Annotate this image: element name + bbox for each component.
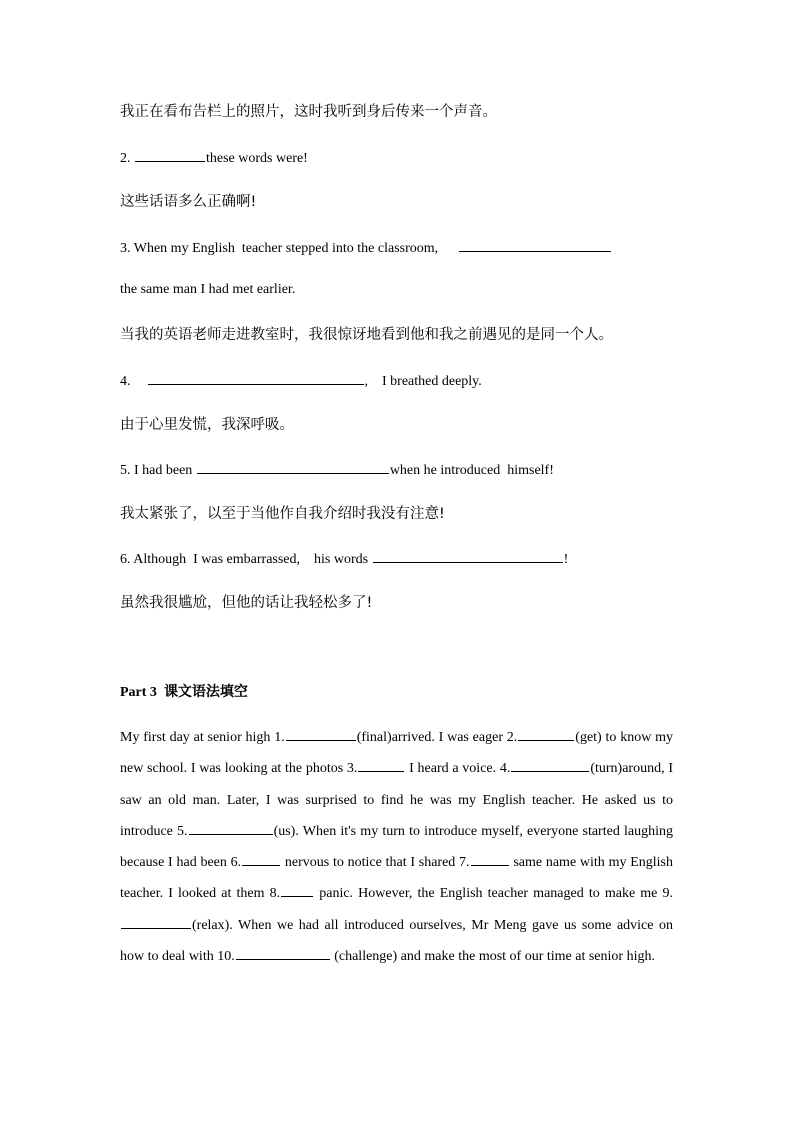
- question-2: 2. these words were!: [120, 148, 308, 167]
- answer-blank-2[interactable]: [135, 148, 205, 162]
- cloze-blank-3[interactable]: [358, 758, 404, 772]
- grammar-cloze-paragraph: My first day at senior high 1. (final)arrived. I was eager 2. (get) to know my new school. I was looking at the photos 3. I heard a voice. 4. (turn)around, I saw an old man. Later, I was surprised to find he was my English teacher. He asked us to introduce 5. (us). When it's my turn to introduce myself, everyone started laughing because I had been 6. nervous to notice that I shared 7. same name with my English teacher. I looked at them 8. panic. However, the English teacher managed to make me 9.(relax). When we had all introduced ourselves, Mr Meng gave us some advice on how to deal with 10. (challenge) and make the most of our time at senior high.: [120, 722, 673, 972]
- question-5-translation: 我太紧张了，以至于当他作自我介绍时我没有注意!: [120, 506, 445, 522]
- answer-blank-4[interactable]: [148, 371, 364, 385]
- cloze-blank-6[interactable]: [242, 852, 280, 866]
- cloze-blank-2[interactable]: [518, 727, 574, 741]
- cloze-blank-4[interactable]: [511, 758, 589, 772]
- question-2-translation: 这些话语多么正确啊!: [120, 194, 257, 210]
- question-3: 3. When my English teacher stepped into the classroom,: [120, 238, 612, 257]
- part-3-heading: Part 3 课文语法填空: [120, 684, 248, 700]
- question-3-continued: the same man I had met earlier.: [120, 282, 296, 297]
- question-6: 6. Although I was embarrassed, his words !: [120, 549, 568, 568]
- sentence-1-translation: 我正在看布告栏上的照片，这时我听到身后传来一个声音。: [120, 104, 497, 120]
- cloze-blank-8[interactable]: [281, 883, 313, 897]
- cloze-blank-9[interactable]: [121, 915, 191, 929]
- question-4: 4. , I breathed deeply.: [120, 371, 482, 390]
- cloze-blank-5[interactable]: [189, 821, 273, 835]
- question-3-translation: 当我的英语老师走进教室时，我很惊讶地看到他和我之前遇见的是同一个人。: [120, 327, 613, 343]
- question-5: 5. I had been when he introduced himself!: [120, 460, 554, 479]
- cloze-blank-7[interactable]: [471, 852, 509, 866]
- answer-blank-6[interactable]: [373, 549, 563, 563]
- cloze-blank-10[interactable]: [236, 946, 330, 960]
- answer-blank-3[interactable]: [459, 238, 611, 252]
- question-4-translation: 由于心里发慌，我深呼吸。: [120, 417, 294, 433]
- cloze-blank-1[interactable]: [286, 727, 356, 741]
- question-6-translation: 虽然我很尴尬，但他的话让我轻松多了!: [120, 595, 373, 611]
- answer-blank-5[interactable]: [197, 460, 389, 474]
